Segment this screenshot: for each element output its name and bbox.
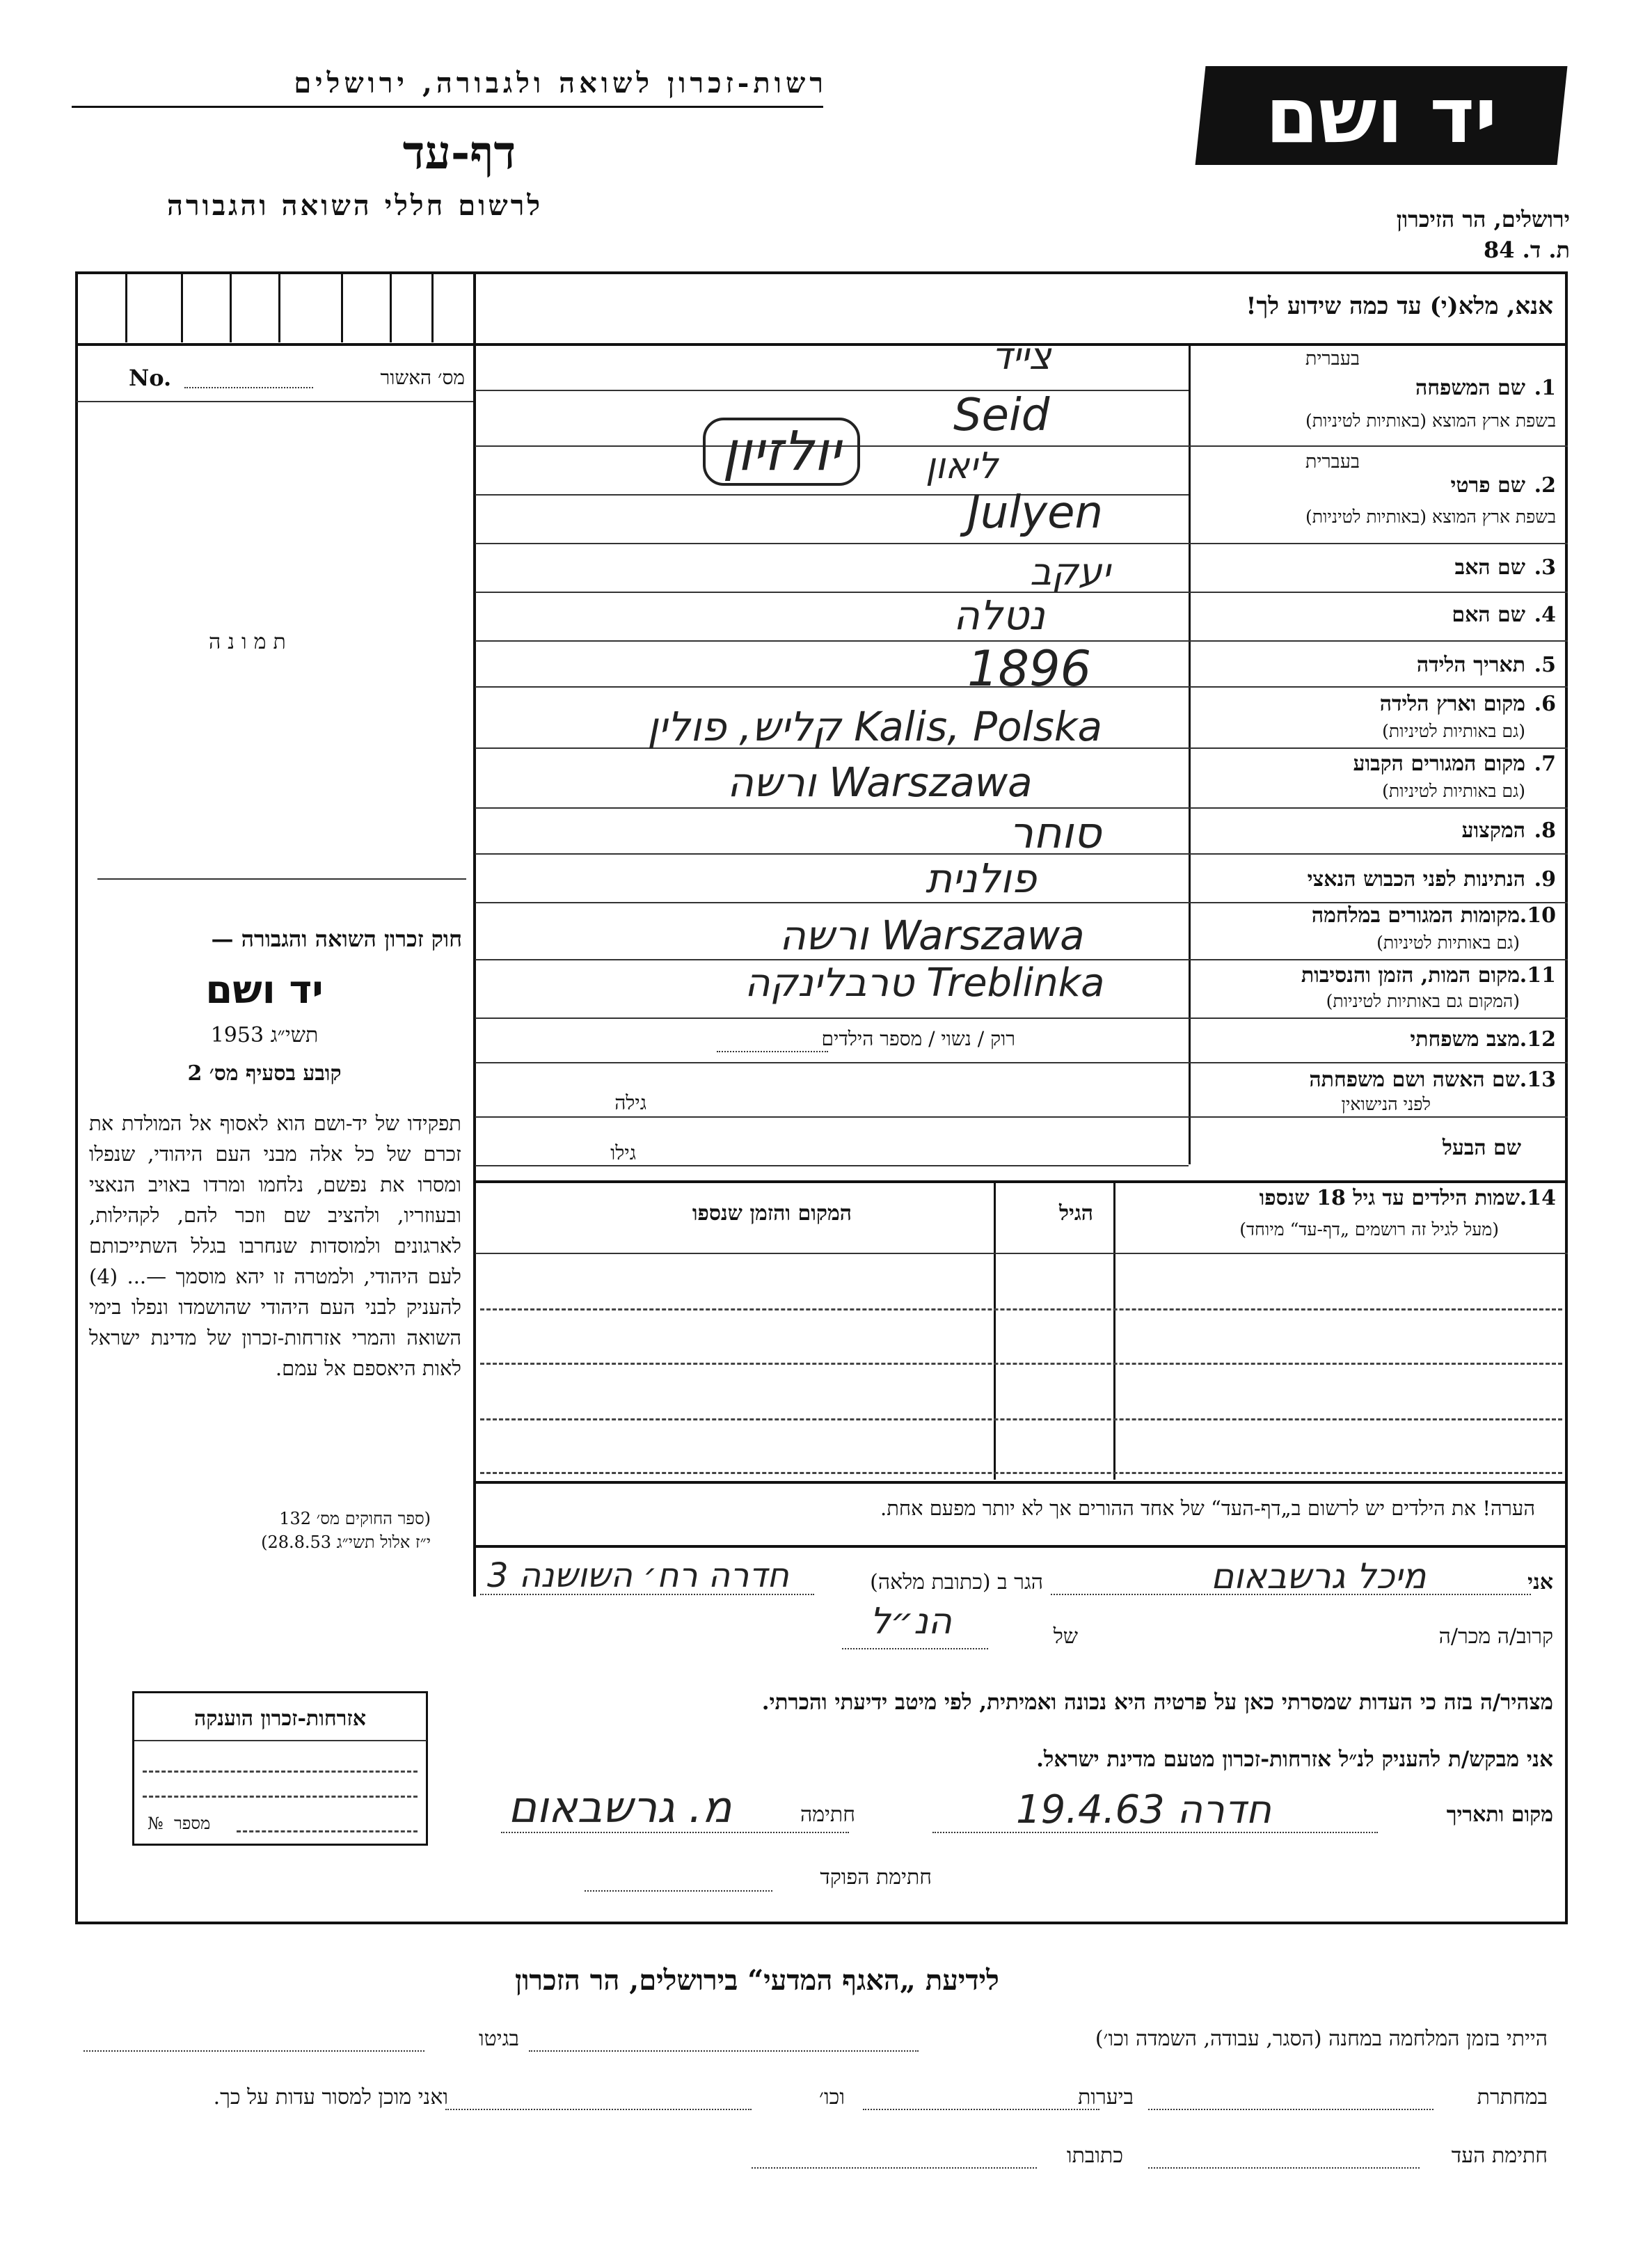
f13-age-label: גילה: [614, 1091, 646, 1114]
law-ref-1: (ספר החוקים מס׳ 132: [279, 1509, 431, 1528]
f13-label: שם האשה ושם משפחתה: [1309, 1068, 1520, 1092]
children-row-3: [480, 1418, 1562, 1420]
bottom-line1-fill: [529, 2050, 919, 2052]
f8-label: המקצוע: [1461, 818, 1525, 843]
decl-resides: הגר ב (כתובת מלאה): [870, 1570, 1043, 1594]
f14-sub: (מעל לגיל זה רושמים „דף-עד“ מיוחד): [1239, 1219, 1499, 1240]
decl-signature-value: מ. גרשבאום: [508, 1782, 732, 1832]
f8-value: סוחר: [1009, 807, 1102, 858]
f2-value-latin: Julyen: [967, 487, 1104, 539]
pobox-line: ת. ד. 84: [1484, 237, 1570, 263]
f9-label: הנתינות לפני הכבוש הנאצי: [1307, 867, 1525, 892]
bottom-ghetto-fill: [84, 2050, 424, 2052]
instruction-rule: [77, 343, 1568, 346]
f10-num: 10.: [1519, 903, 1556, 928]
value-rule-13: [475, 1017, 1189, 1019]
bottom-address: כתובתו: [1066, 2144, 1123, 2168]
children-row-1: [480, 1308, 1562, 1310]
law-year: תשי״ג 1953: [210, 1023, 319, 1047]
decl-request: אני מבקש/ת להעניק לנ״ל אזרחות-זכרון מטעם מדינת ישראל.: [1036, 1747, 1553, 1772]
law-clause: קובע בסעיף מס׳ 2: [187, 1061, 342, 1086]
husband-age-label: גילו: [610, 1141, 636, 1164]
rule-f10: [1189, 959, 1568, 960]
decl-of: של: [1053, 1624, 1078, 1649]
decl-relative: קרוב/ה מכר/ה: [1438, 1624, 1553, 1649]
f11-value: טרבלינקה Treblinka: [745, 960, 1105, 1006]
left-col-end: [473, 1594, 476, 1597]
f7-label: מקום המגורים הקבוע: [1353, 752, 1525, 776]
f5-label: תאריך הלידה: [1416, 653, 1525, 677]
f14-col-place: המקום והזמן שנספו: [692, 1201, 852, 1226]
f1-hebrew-tag: בעברית: [1305, 348, 1360, 370]
husband-label: שם הבעל: [1442, 1136, 1521, 1160]
law-title: חוק זכרון השואה והגבורה —: [211, 926, 462, 952]
bottom-underground: במחתרת: [1477, 2085, 1548, 2109]
citizenship-number-label: מספר: [174, 1814, 211, 1833]
f1-num: 1.: [1534, 376, 1556, 400]
f3-num: 3.: [1534, 555, 1556, 580]
f12-line: [717, 1051, 828, 1052]
rule-f2: [1189, 543, 1568, 544]
value-rule-14: [475, 1062, 1189, 1063]
value-rule-11: [475, 902, 1189, 903]
bottom-underground-fill: [1148, 2109, 1433, 2110]
citizenship-no-sign: №: [148, 1814, 164, 1833]
bottom-etc: וכו׳: [819, 2085, 845, 2109]
f1-label: שם המשפחה: [1415, 376, 1525, 400]
org-name: רשות-זכרון לשואה ולגבורה, ירושלים: [294, 67, 827, 100]
f14-col-age: הגיל: [1058, 1201, 1093, 1226]
f2-label: שם פרטי: [1450, 473, 1525, 498]
f12-label: מצב משפחתי: [1410, 1027, 1520, 1052]
left-column-divider: [473, 271, 476, 1594]
office-code-boxes: [77, 274, 473, 342]
f11-num: 11.: [1519, 963, 1556, 988]
bottom-witness-sig: חתימת העד: [1451, 2144, 1548, 2168]
rule-f11: [1189, 1017, 1568, 1019]
f9-num: 9.: [1534, 867, 1556, 892]
f6-sub: (גם באותיות לטיניות): [1382, 721, 1525, 741]
decl-place-date-label: מקום ותאריך: [1446, 1803, 1553, 1827]
f5-num: 5.: [1534, 653, 1556, 677]
bottom-witness-sig-fill: [1148, 2167, 1420, 2169]
decl-officer-label: חתימת הפוקד: [820, 1865, 932, 1890]
children-col-divider-2: [1113, 1180, 1115, 1480]
decl-statement: מצהיר/ה בזה כי העדות שמסרתי כאן על פרטיה היא נכונה ואמיתית, לפי מיטב ידיעתי והכרתי.: [761, 1690, 1553, 1715]
rule-f1: [1189, 445, 1568, 447]
children-bottom-rule: [475, 1481, 1568, 1484]
f2-value-hebrew: ליאון: [926, 445, 999, 487]
f1-latin-tag: בשפת ארץ המוצא (באותיות לטיניות): [1305, 411, 1556, 431]
citizenship-number-line: [237, 1830, 418, 1832]
f13-sub: לפני הנישואין: [1341, 1094, 1431, 1114]
f3-value: יעקב: [1030, 550, 1111, 594]
bottom-line1: הייתי בזמן המלחמה במחנה (הסגר, עבודה, השמדה וכו׳): [1095, 2027, 1548, 2051]
f4-num: 4.: [1534, 603, 1556, 627]
bottom-ready: ואני מוכן למסור עדות על כך.: [213, 2085, 448, 2109]
f8-num: 8.: [1534, 818, 1556, 843]
law-name: יד ושם: [205, 967, 324, 1013]
logo-text: יד ושם: [1265, 71, 1498, 160]
bottom-forests-fill: [863, 2109, 1099, 2110]
bottom-forests: ביערות: [1077, 2085, 1134, 2109]
decl-place-date-value: חדרה 19.4.63: [1016, 1787, 1271, 1832]
photo-placeholder-label: תמונה: [209, 630, 293, 654]
f7-sub: (גם באותיות לטיניות): [1382, 781, 1525, 801]
value-rule-16: [475, 1165, 1189, 1166]
f9-value: פולנית: [926, 855, 1037, 902]
f14-num: 14.: [1519, 1186, 1556, 1210]
instruction-text: אנא, מלא(י) עד כמה שידוע לך!: [1246, 292, 1553, 320]
f6-num: 6.: [1534, 692, 1556, 716]
f3-label: שם האב: [1454, 555, 1525, 580]
bottom-etc-fill: [445, 2109, 752, 2110]
value-rule-1: [475, 390, 1189, 391]
citizenship-line-2: [143, 1796, 418, 1798]
approval-label: מס׳ האשור: [380, 366, 465, 389]
decl-name-value: מיכל גרשבאום: [1211, 1556, 1427, 1597]
f7-value: ורשה Warszawa: [727, 759, 1033, 806]
rule-f12: [1189, 1062, 1568, 1063]
value-rule-15: [475, 1116, 1189, 1118]
children-note: הערה! את הילדים יש לרשום ב„דף-העד“ של אחד ההורים אך לא יותר מפעם אחת.: [880, 1496, 1535, 1520]
f13-num: 13.: [1519, 1068, 1556, 1092]
value-rule-4: [475, 543, 1189, 544]
form-subtitle: לרשום חללי השואה והגבורה: [167, 189, 543, 222]
f11-label: מקום המות, הזמן והנסיבות: [1301, 963, 1520, 988]
rule-f5: [1189, 686, 1568, 688]
note-rule: [475, 1545, 1568, 1548]
citizenship-line-1: [143, 1771, 418, 1773]
f12-value: רוק / נשוי / מספר הילדים: [821, 1027, 1015, 1050]
f7-num: 7.: [1534, 752, 1556, 776]
bottom-ghetto: בגיטו: [478, 2027, 519, 2051]
f11-sub: (המקום גם באותיות לטיניות): [1326, 991, 1520, 1011]
address-line: ירושלים, הר הזיכרון: [1396, 206, 1570, 232]
f5-value: 1896: [967, 640, 1092, 697]
approval-no-line: [184, 387, 313, 388]
decl-ani: אני: [1527, 1570, 1553, 1594]
f4-value: נטלה: [953, 592, 1045, 639]
f2-value-bracket: יולזיון: [703, 418, 860, 486]
f4-label: שם האם: [1452, 603, 1525, 627]
f10-label: מקומות המגורים במלחמה: [1311, 903, 1520, 928]
rule-f3: [1189, 592, 1568, 593]
f1-value-hebrew: צייד: [992, 334, 1051, 378]
form-title: דף-עד: [402, 125, 516, 180]
yad-vashem-logo: [1196, 66, 1568, 165]
children-header-rule: [475, 1253, 1568, 1254]
f14-label: שמות הילדים עד גיל 18 שנספו: [1259, 1186, 1520, 1210]
header-rule: [72, 106, 823, 108]
decl-officer-line: [585, 1890, 772, 1892]
law-ref-2: י״ז אלול תשי״ג 28.8.53): [261, 1533, 431, 1552]
citizenship-title: אזרחות-זכרון הוענקה: [193, 1706, 367, 1731]
citizenship-title-rule: [134, 1740, 427, 1741]
children-row-2: [480, 1363, 1562, 1365]
rule-f4: [1189, 640, 1568, 642]
rule-f13: [1189, 1116, 1568, 1118]
f6-value: קליש, פולין Kalis, Polska: [647, 703, 1103, 750]
f6-label: מקום וארץ הלידה: [1379, 692, 1525, 716]
bottom-title: לידיעת „האגף המדעי“ בירושלים, הר הזכרון: [515, 1964, 999, 1997]
children-top-rule: [475, 1180, 1568, 1183]
husband-age-line: [487, 1165, 550, 1166]
f2-latin-tag: בשפת ארץ המוצא (באותיות לטיניות): [1305, 507, 1556, 527]
rule-f6: [1189, 747, 1568, 749]
approval-no-label: No.: [129, 365, 172, 391]
f10-sub: (גם באותיות לטיניות): [1376, 933, 1520, 953]
f1-value-latin: Seid: [953, 390, 1050, 441]
bottom-address-fill: [752, 2167, 1037, 2169]
approval-rule: [77, 401, 473, 402]
rule-f7: [1189, 807, 1568, 809]
decl-signature-label: חתימה: [800, 1803, 855, 1827]
f12-num: 12.: [1519, 1027, 1556, 1052]
children-col-divider-1: [994, 1180, 996, 1480]
f10-value: ורשה Warszawa: [779, 912, 1085, 959]
law-text: תפקידו של יד-ושם הוא לאסוף אל המולדת את זכרם של כל אלה מבני העם היהודי, שנפלו ומסרו את נפשם, נלחמו ומרדו באויב הנאצי ובעוזריו, ולהציב שם וזכר להם, לקהילות, לארגונים ולמוסדות שנחרבו בגלל השתייכותם לעם היהודי, ולמטרה זו יהא מוסמך —... (4) להעניק לבני העם היהודי שהושמדו ונפלו בימי השואה והמרי אזרחות-זכרון של מדינת ישראל לאות היאספם אל עמם.: [89, 1111, 461, 1380]
f2-num: 2.: [1534, 473, 1556, 498]
decl-relation-value: הנ״ל: [870, 1601, 952, 1642]
f2-hebrew-tag: בעברית: [1305, 451, 1360, 473]
f13-age-line: [487, 1116, 564, 1118]
decl-address-value: חדרה רח׳ השושנה 3: [487, 1556, 789, 1595]
rule-f8: [1189, 853, 1568, 855]
label-divider: [1189, 345, 1191, 1164]
photo-bottom-rule: [97, 878, 466, 880]
decl-relation-line: [842, 1648, 988, 1649]
children-row-4: [480, 1472, 1562, 1474]
